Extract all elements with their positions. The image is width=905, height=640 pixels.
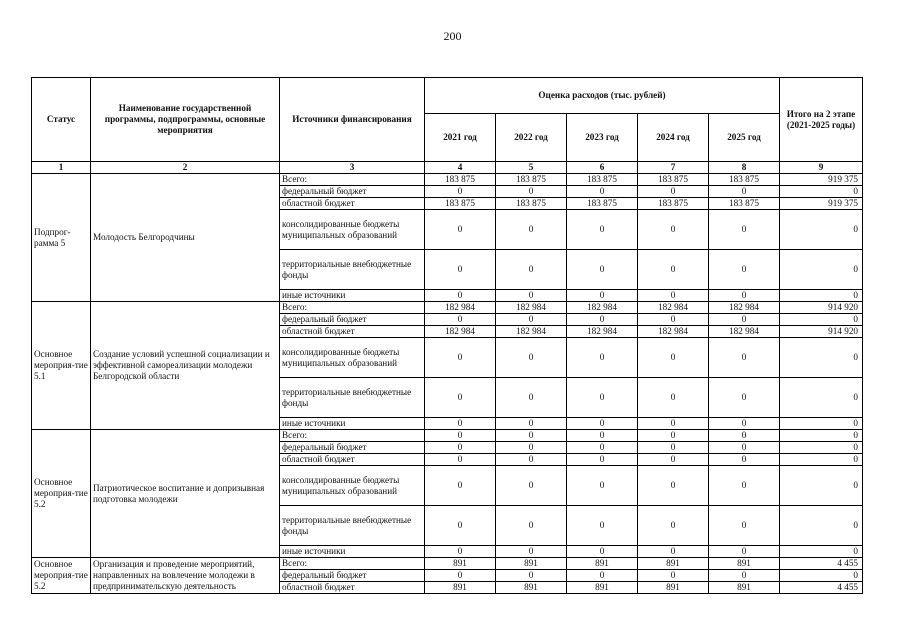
row-year-value: 0 [567, 378, 638, 418]
row-total-value: 0 [780, 442, 863, 454]
row-year-value: 891 [496, 558, 567, 570]
header-year: 2024 год [638, 114, 709, 162]
row-program-name: Организация и проведение мероприятий, направленных на вовлечение молодежи в предпринимательскую деятельность [91, 558, 280, 594]
row-year-value: 183 875 [638, 198, 709, 210]
table-row [32, 174, 863, 186]
row-status: Основное мероприя-тие 5.2 [32, 558, 91, 594]
row-year-value: 0 [709, 466, 780, 506]
page-number: 200 [443, 29, 462, 43]
row-source: территориальные внебюджетные фонды [280, 506, 425, 546]
row-year-value: 182 984 [709, 326, 780, 338]
header-year: 2025 год [709, 114, 780, 162]
row-year-value: 0 [638, 378, 709, 418]
column-number: 4 [425, 162, 496, 174]
row-year-value: 0 [709, 442, 780, 454]
row-year-value: 182 984 [638, 326, 709, 338]
header-name: Наименование государственной программы, подпрограммы, основные мероприятия [91, 78, 280, 162]
row-program-name: Создание условий успешной социализации и эффективной самореализации молодежи Белгородской области [91, 302, 280, 430]
row-total-value: 0 [780, 418, 863, 430]
row-year-value: 0 [496, 418, 567, 430]
row-year-value: 0 [638, 210, 709, 250]
row-year-value: 0 [567, 290, 638, 302]
row-total-value: 0 [780, 338, 863, 378]
row-year-value: 182 984 [567, 302, 638, 314]
row-year-value: 183 875 [496, 198, 567, 210]
header-total: Итого на 2 этапе (2021-2025 годы) [780, 78, 863, 162]
row-year-value: 0 [567, 430, 638, 442]
row-source: Всего: [280, 430, 425, 442]
column-number: 2 [91, 162, 280, 174]
table-row [32, 558, 863, 570]
row-source: Всего: [280, 174, 425, 186]
row-year-value: 891 [709, 582, 780, 594]
row-year-value: 891 [567, 558, 638, 570]
row-year-value: 0 [567, 338, 638, 378]
row-year-value: 0 [425, 378, 496, 418]
header-year: 2023 год [567, 114, 638, 162]
row-year-value: 0 [425, 250, 496, 290]
row-year-value: 182 984 [496, 326, 567, 338]
row-year-value: 0 [496, 378, 567, 418]
row-year-value: 0 [638, 454, 709, 466]
row-source: Всего: [280, 558, 425, 570]
row-source: консолидированные бюджеты муниципальных образований [280, 210, 425, 250]
row-year-value: 0 [638, 186, 709, 198]
row-total-value: 0 [780, 290, 863, 302]
row-year-value: 0 [709, 506, 780, 546]
row-year-value: 0 [709, 546, 780, 558]
row-total-value: 914 920 [780, 326, 863, 338]
row-year-value: 891 [638, 558, 709, 570]
row-year-value: 183 875 [638, 174, 709, 186]
row-year-value: 0 [496, 454, 567, 466]
row-year-value: 0 [425, 454, 496, 466]
row-total-value: 4 455 [780, 558, 863, 570]
column-number: 7 [638, 162, 709, 174]
row-year-value: 0 [709, 454, 780, 466]
table-row [32, 430, 863, 442]
row-total-value: 0 [780, 454, 863, 466]
row-year-value: 0 [496, 186, 567, 198]
row-year-value: 0 [709, 210, 780, 250]
row-year-value: 0 [425, 210, 496, 250]
header-status: Статус [32, 78, 91, 162]
row-total-value: 0 [780, 314, 863, 326]
header-year: 2022 год [496, 114, 567, 162]
row-source: федеральный бюджет [280, 442, 425, 454]
row-year-value: 0 [425, 442, 496, 454]
row-year-value: 0 [496, 290, 567, 302]
table-body [32, 162, 863, 594]
row-year-value: 0 [425, 570, 496, 582]
row-year-value: 0 [638, 314, 709, 326]
row-source: консолидированные бюджеты муниципальных образований [280, 466, 425, 506]
row-year-value: 0 [567, 466, 638, 506]
row-year-value: 183 875 [709, 174, 780, 186]
row-year-value: 0 [496, 466, 567, 506]
row-year-value: 182 984 [425, 302, 496, 314]
row-status: Подпрог-рамма 5 [32, 174, 91, 302]
row-year-value: 891 [709, 558, 780, 570]
row-year-value: 0 [567, 442, 638, 454]
row-year-value: 0 [425, 430, 496, 442]
row-year-value: 183 875 [496, 174, 567, 186]
row-year-value: 0 [638, 430, 709, 442]
row-year-value: 0 [496, 506, 567, 546]
row-year-value: 183 875 [567, 174, 638, 186]
row-total-value: 0 [780, 570, 863, 582]
row-year-value: 0 [567, 186, 638, 198]
row-year-value: 0 [425, 338, 496, 378]
row-year-value: 891 [496, 582, 567, 594]
row-year-value: 0 [638, 466, 709, 506]
row-source: областной бюджет [280, 454, 425, 466]
row-year-value: 0 [638, 418, 709, 430]
row-year-value: 0 [425, 186, 496, 198]
row-year-value: 183 875 [567, 198, 638, 210]
row-year-value: 0 [425, 546, 496, 558]
row-source: Всего: [280, 302, 425, 314]
row-source: иные источники [280, 290, 425, 302]
row-year-value: 891 [567, 582, 638, 594]
row-source: территориальные внебюджетные фонды [280, 250, 425, 290]
column-numbers-row [32, 162, 863, 174]
row-source: иные источники [280, 418, 425, 430]
row-total-value: 0 [780, 546, 863, 558]
row-status: Основное мероприя-тие 5.2 [32, 430, 91, 558]
row-total-value: 0 [780, 378, 863, 418]
row-year-value: 183 875 [709, 198, 780, 210]
row-year-value: 0 [567, 546, 638, 558]
row-year-value: 0 [567, 506, 638, 546]
row-year-value: 0 [567, 250, 638, 290]
row-total-value: 919 375 [780, 174, 863, 186]
row-source: федеральный бюджет [280, 570, 425, 582]
row-year-value: 891 [425, 558, 496, 570]
row-year-value: 0 [709, 186, 780, 198]
row-year-value: 182 984 [567, 326, 638, 338]
row-year-value: 0 [496, 210, 567, 250]
row-year-value: 0 [425, 506, 496, 546]
row-year-value: 891 [425, 582, 496, 594]
row-total-value: 0 [780, 210, 863, 250]
row-year-value: 0 [709, 418, 780, 430]
row-source: областной бюджет [280, 326, 425, 338]
row-year-value: 0 [567, 418, 638, 430]
row-year-value: 0 [709, 290, 780, 302]
row-year-value: 183 875 [425, 174, 496, 186]
row-total-value: 0 [780, 506, 863, 546]
row-year-value: 0 [709, 430, 780, 442]
row-year-value: 0 [567, 210, 638, 250]
row-year-value: 0 [496, 314, 567, 326]
row-year-value: 182 984 [496, 302, 567, 314]
row-year-value: 0 [709, 314, 780, 326]
row-year-value: 0 [638, 546, 709, 558]
column-number: 5 [496, 162, 567, 174]
budget-table [31, 77, 863, 594]
row-year-value: 182 984 [425, 326, 496, 338]
row-year-value: 0 [496, 442, 567, 454]
row-year-value: 0 [496, 430, 567, 442]
row-program-name: Патриотическое воспитание и допризывная подготовка молодежи [91, 430, 280, 558]
row-year-value: 0 [567, 570, 638, 582]
row-source: федеральный бюджет [280, 186, 425, 198]
row-year-value: 0 [567, 314, 638, 326]
row-year-value: 0 [425, 314, 496, 326]
row-total-value: 0 [780, 186, 863, 198]
table-row [32, 302, 863, 314]
row-source: иные источники [280, 546, 425, 558]
row-total-value: 0 [780, 430, 863, 442]
header-year: 2021 год [425, 114, 496, 162]
row-year-value: 0 [709, 338, 780, 378]
row-year-value: 0 [638, 290, 709, 302]
row-year-value: 891 [638, 582, 709, 594]
row-total-value: 0 [780, 466, 863, 506]
column-number: 3 [280, 162, 425, 174]
row-status: Основное мероприя-тие 5.1 [32, 302, 91, 430]
row-source: областной бюджет [280, 198, 425, 210]
row-year-value: 0 [638, 506, 709, 546]
row-program-name: Молодость Белгородчины [91, 174, 280, 302]
row-source: федеральный бюджет [280, 314, 425, 326]
row-year-value: 0 [496, 250, 567, 290]
row-year-value: 182 984 [709, 302, 780, 314]
header-estimate: Оценка расходов (тыс. рублей) [425, 78, 780, 114]
column-number: 9 [780, 162, 863, 174]
row-year-value: 183 875 [425, 198, 496, 210]
row-year-value: 0 [638, 250, 709, 290]
row-year-value: 0 [709, 570, 780, 582]
row-year-value: 0 [425, 418, 496, 430]
row-year-value: 182 984 [638, 302, 709, 314]
row-year-value: 0 [567, 454, 638, 466]
row-year-value: 0 [496, 338, 567, 378]
row-total-value: 4 455 [780, 582, 863, 594]
row-year-value: 0 [425, 290, 496, 302]
row-year-value: 0 [638, 338, 709, 378]
row-year-value: 0 [496, 546, 567, 558]
header-sources: Источники финансирования [280, 78, 425, 162]
column-number: 6 [567, 162, 638, 174]
row-source: областной бюджет [280, 582, 425, 594]
column-number: 1 [32, 162, 91, 174]
row-year-value: 0 [638, 570, 709, 582]
row-year-value: 0 [496, 570, 567, 582]
row-total-value: 914 920 [780, 302, 863, 314]
row-total-value: 919 375 [780, 198, 863, 210]
row-year-value: 0 [709, 250, 780, 290]
row-total-value: 0 [780, 250, 863, 290]
row-year-value: 0 [709, 378, 780, 418]
row-source: территориальные внебюджетные фонды [280, 378, 425, 418]
row-year-value: 0 [638, 442, 709, 454]
row-source: консолидированные бюджеты муниципальных образований [280, 338, 425, 378]
row-year-value: 0 [425, 466, 496, 506]
column-number: 8 [709, 162, 780, 174]
